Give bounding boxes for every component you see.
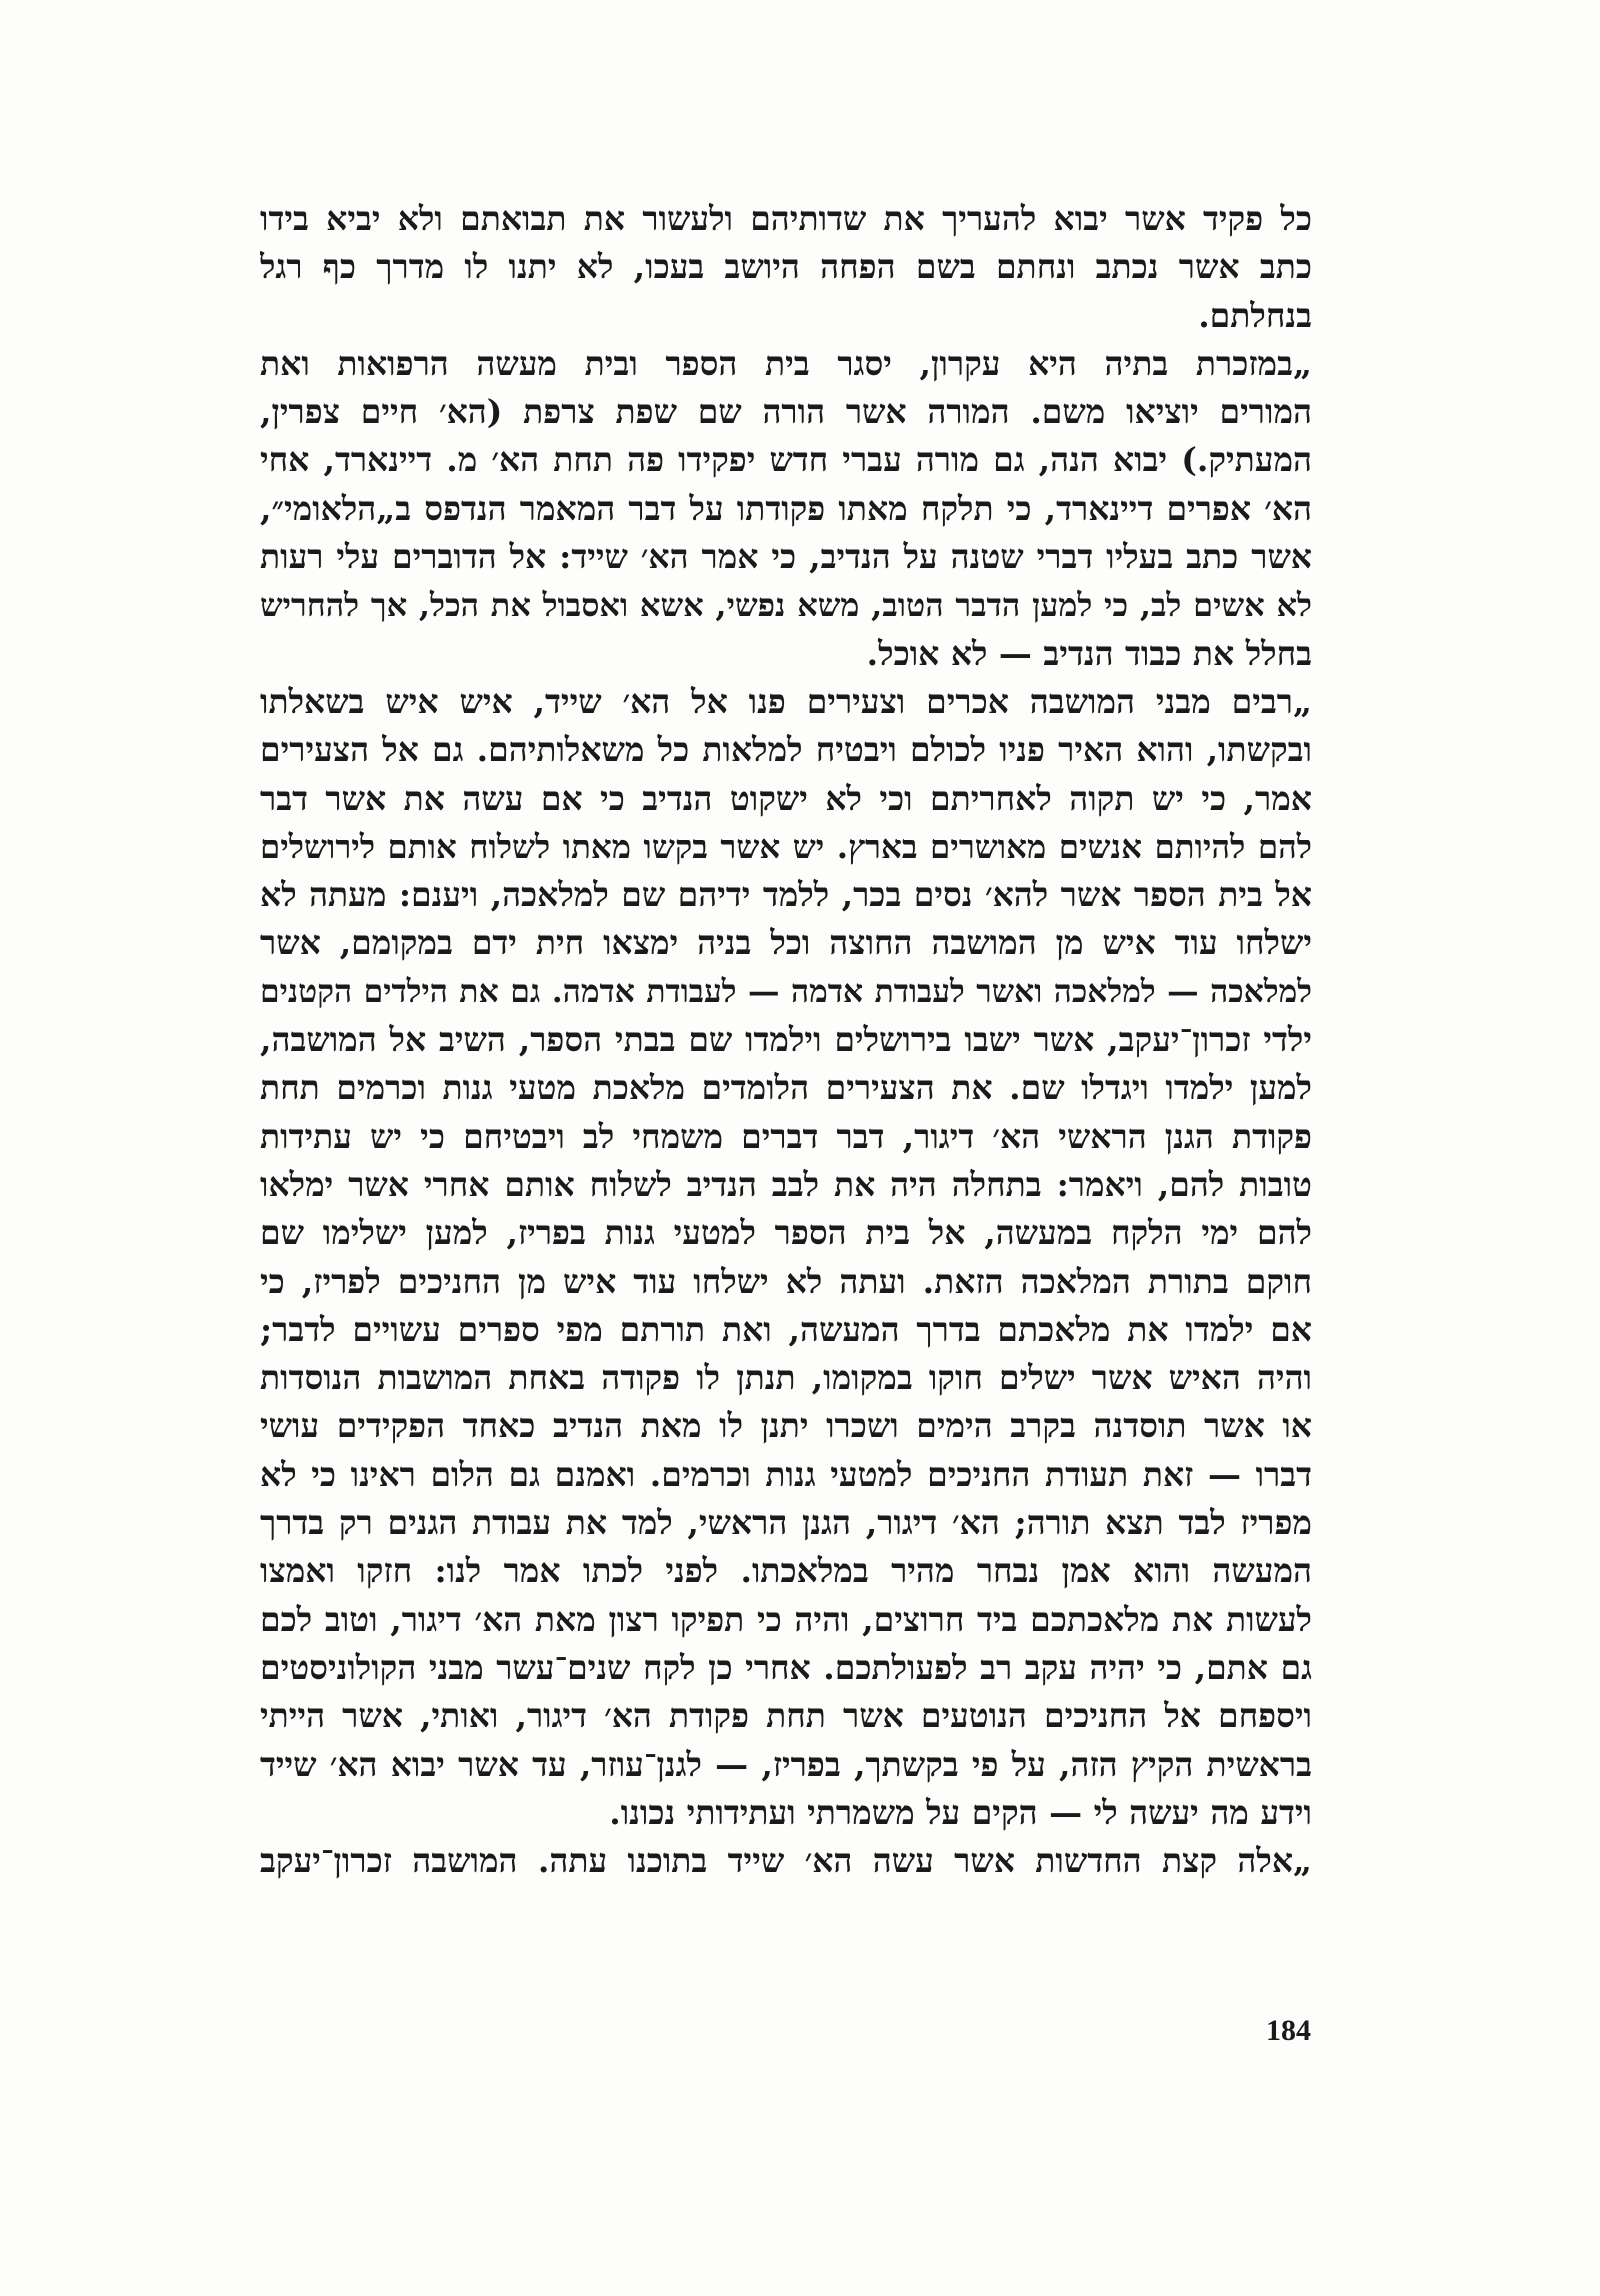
text-line: להם להיותם אנשים מאושרים בארץ. יש אשר בקשו מאתו לשלוח אותם לירושלים xyxy=(260,826,1312,866)
text-line: בראשית הקיץ הזה, על פי בקשתך, בפריז, — לגנן־עוזר, עד אשר יבוא הא׳ שייד xyxy=(260,1744,1312,1784)
text-line: אם ילמדו את מלאכתם בדרך המעשה, ואת תורתם מפי ספרים עשויים לדבר; xyxy=(260,1309,1312,1349)
text-line: „רבים מבני המושבה אכרים וצעירים פנו אל הא׳ שייד, איש איש בשאלתו xyxy=(260,681,1312,721)
text-line: אמר, כי יש תקוה לאחריתם וכי לא ישקוט הנדיב כי אם עשה את אשר דבר xyxy=(260,778,1312,818)
text-line: גם אתם, כי יהיה עקב רב לפעולתכם. אחרי כן לקח שנים־עשר מבני הקולוניסטים xyxy=(260,1647,1312,1687)
text-line: למען ילמדו ויגדלו שם. את הצעירים הלומדים מלאכת מטעי גנות וכרמים תחת xyxy=(260,1068,1312,1108)
text-line: פקודת הגנן הראשי הא׳ דיגור, דבר דברים משמחי לב ויבטיחם כי יש עתידות xyxy=(260,1116,1312,1156)
text-line: חוקם בתורת המלאכה הזאת. ועתה לא ישלחו עוד איש מן החניכים לפריז, כי xyxy=(260,1261,1312,1301)
text-line: כתב אשר נכתב ונחתם בשם הפחה היושב בעכו, לא יתנו לו מדרך כף רגל xyxy=(260,247,1312,287)
text-line: דברו — זאת תעודת החניכים למטעי גנות וכרמים. ואמנם גם הלום ראינו כי לא xyxy=(260,1454,1312,1494)
text-line: הא׳ אפרים דיינארד, כי תלקח מאתו פקודתו על דבר המאמר הנדפס ב„הלאומי״, xyxy=(260,488,1312,528)
text-line: המעשה והוא אמן נבחר מהיר במלאכתו. לפני לכתו אמר לנו: חזקו ואמצו xyxy=(260,1551,1312,1591)
text-line: אל בית הספר אשר להא׳ נסים בכר, ללמד ידיהם שם למלאכה, ויענם: מעתה לא xyxy=(260,875,1312,915)
text-line: „במזכרת בתיה היא עקרון, יסגר בית הספר ובית מעשה הרפואות ואת xyxy=(260,343,1312,383)
text-line: ויספחם אל החניכים הנוטעים אשר תחת פקודת הא׳ דיגור, ואותי, אשר הייתי xyxy=(260,1696,1312,1736)
text-line: „אלה קצת החדשות אשר עשה הא׳ שייד בתוכנו עתה. המושבה זכרון־יעקב xyxy=(260,1841,1312,1881)
page-number: 184 xyxy=(1266,2014,1311,2047)
text-line: מפריז לבד תצא תורה; הא׳ דיגור, הגנן הראשי, למד את עבודת הגנים רק בדרך xyxy=(260,1503,1312,1543)
text-line: וידע מה יעשה לי — הקים על משמרתי ועתידותי נכונו. xyxy=(609,1792,1312,1832)
text-line: למלאכה — למלאכה ואשר לעבודת אדמה — לעבודת אדמה. גם את הילדים הקטנים xyxy=(260,972,1312,1010)
text-line: ישלחו עוד איש מן המושבה החוצה וכל בניה ימצאו חית ידם במקומם, אשר xyxy=(260,923,1312,963)
text-line: כל פקיד אשר יבוא להעריך את שדותיהם ולעשור את תבואתם ולא יביא בידו xyxy=(260,199,1312,238)
body-text xyxy=(260,195,1312,1885)
text-line: המורים יוציאו משם. המורה אשר הורה שם שפת צרפת (הא׳ חיים צפרין, xyxy=(260,392,1312,432)
text-line: בנחלתם. xyxy=(1198,295,1312,335)
text-line: או אשר תוסדנה בקרב הימים ושכרו יתנן לו מאת הנדיב כאחד הפקידים עושי xyxy=(260,1406,1312,1446)
text-line: בחלל את כבוד הנדיב — לא אוכל. xyxy=(866,633,1312,673)
text-line: לא אשים לב, כי למען הדבר הטוב, משא נפשי, אשא ואסבול את הכל, אך להחריש xyxy=(260,586,1312,625)
text-line: לעשות את מלאכתכם ביד חרוצים, והיה כי תפיקו רצון מאת הא׳ דיגור, וטוב לכם xyxy=(260,1599,1312,1639)
text-line: המעתיק.) יבוא הנה, גם מורה עברי חדש יפקידו פה תחת הא׳ מ. דיינארד, אחי xyxy=(260,440,1312,480)
text-line: ובקשתו, והוא האיר פניו לכולם ויבטיח למלאות כל משאלותיהם. גם אל הצעירים xyxy=(260,730,1312,770)
text-line: ילדי זכרון־יעקב, אשר ישבו בירושלים וילמדו שם בבתי הספר, השיב אל המושבה, xyxy=(260,1020,1312,1060)
text-line: אשר כתב בעליו דברי שטנה על הנדיב, כי אמר הא׳ שייד: אל הדוברים עלי רעות xyxy=(260,537,1312,577)
text-line: והיה האיש אשר ישלים חוקו במקומו, תנתן לו פקודה באחת המושבות הנוסדות xyxy=(260,1358,1312,1398)
text-line: להם ימי הלקח במעשה, אל בית הספר למטעי גנות בפריז, למען ישלימו שם xyxy=(260,1213,1312,1253)
text-line: טובות להם, ויאמר: בתחלה היה את לבב הנדיב לשלוח אותם אחרי אשר ימלאו xyxy=(260,1164,1312,1204)
